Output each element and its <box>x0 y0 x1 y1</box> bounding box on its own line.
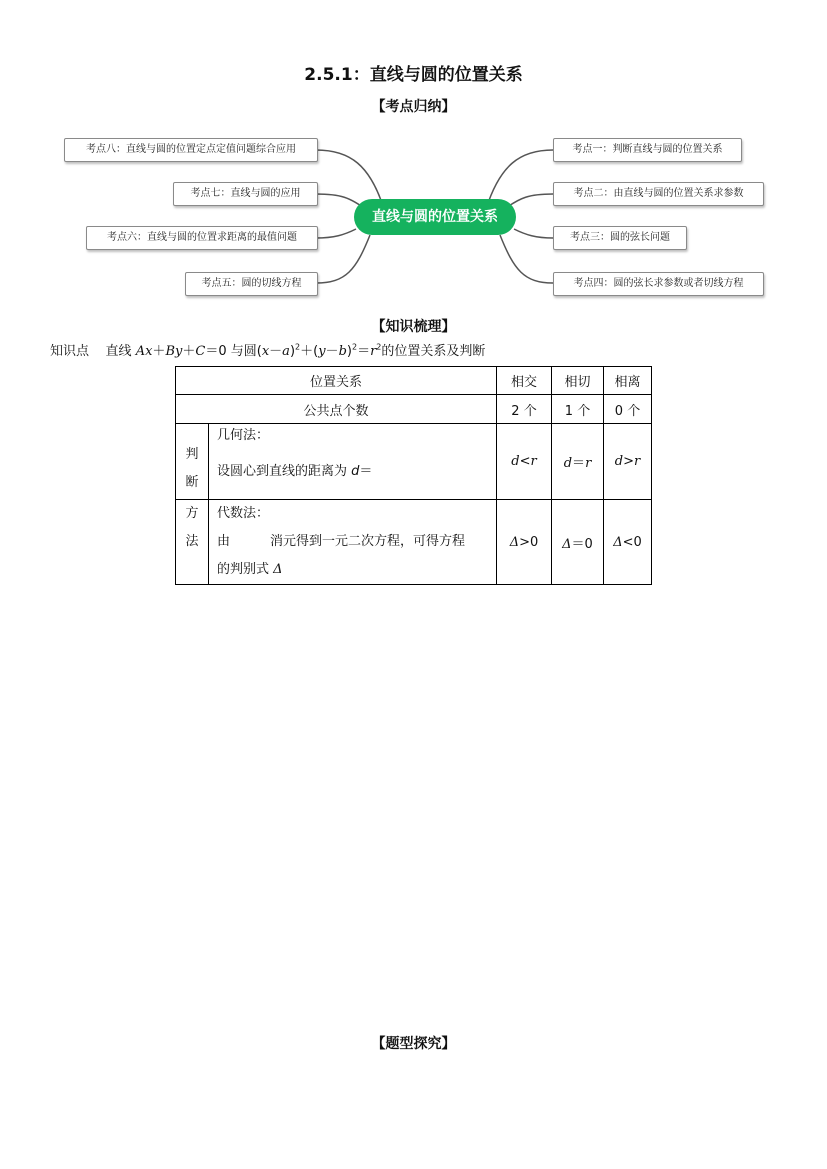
mind-map-node: 考点六：直线与圆的位置求距离的最值问题 <box>86 226 318 250</box>
cell-var: r <box>585 456 592 471</box>
judge-column-top <box>176 424 209 500</box>
kp-var: r <box>370 344 377 359</box>
algebraic-text: 消元得到一元二次方程，可得方程 <box>270 534 466 549</box>
algebraic-separate <box>604 500 652 585</box>
kp-var: y <box>318 344 326 359</box>
cell-var: d <box>511 454 520 469</box>
kp-text: － <box>269 344 283 359</box>
cell-var: d <box>614 454 624 469</box>
algebraic-line2 <box>217 528 496 556</box>
algebraic-line1: 代数法： <box>217 506 270 521</box>
geometric-intersect <box>497 424 552 500</box>
mind-map-node: 考点七：直线与圆的应用 <box>173 182 318 206</box>
header-separate: 相离 <box>604 367 652 395</box>
header-relation: 位置关系 <box>176 367 497 395</box>
common-points-tangent: 1 个 <box>552 395 604 424</box>
kp-exponent: 2 <box>295 342 301 352</box>
connector-right-4 <box>500 235 553 283</box>
section-heading-knowledge: 【知识梳理】 <box>371 319 456 335</box>
section-heading-summary: 【考点归纳】 <box>371 99 456 115</box>
kp-text: ＋ <box>152 344 166 359</box>
kp-var: x <box>145 344 153 359</box>
table-row <box>176 424 652 500</box>
kp-text: － <box>325 344 339 359</box>
kp-var: b <box>338 344 347 359</box>
judge-char: 方 <box>185 506 199 521</box>
knowledge-point-label: 知识点 <box>50 344 90 359</box>
geometric-text: 设圆心到直线的距离为 <box>217 464 352 479</box>
connector-right-3 <box>514 229 553 238</box>
geometric-separate <box>604 424 652 500</box>
cell-op: >0 <box>519 534 539 550</box>
geometric-var-d: d <box>351 464 360 479</box>
connector-left-4 <box>316 235 370 283</box>
algebraic-text: 的判别式 <box>217 562 274 577</box>
algebraic-method <box>209 500 497 585</box>
kp-exponent: 2 <box>376 342 382 352</box>
cell-var: r <box>530 454 537 469</box>
cell-op: ＝ <box>572 456 586 471</box>
common-points-separate: 0 个 <box>604 395 652 424</box>
cell-op: <0 <box>622 534 642 550</box>
mind-map-node: 考点五：圆的切线方程 <box>185 272 318 296</box>
cell-var: d <box>563 456 573 471</box>
section-heading-types: 【题型探究】 <box>371 1036 456 1052</box>
cell-op: ＝0 <box>571 536 593 552</box>
kp-text: ＝0 与圆( <box>205 344 262 359</box>
cell-var: Δ <box>509 534 520 550</box>
algebraic-tangent <box>552 500 604 585</box>
mind-map-node: 考点一：判断直线与圆的位置关系 <box>553 138 742 162</box>
geometric-method <box>209 424 497 500</box>
knowledge-point-line <box>50 340 485 359</box>
kp-text: ＝ <box>357 344 371 359</box>
judge-char: 断 <box>185 474 199 490</box>
geometric-line2 <box>217 458 496 486</box>
page-title: 2.5.1：直线与圆的位置关系 <box>304 65 523 85</box>
algebraic-line3 <box>217 556 496 584</box>
header-intersect: 相交 <box>497 367 552 395</box>
kp-text: 直线 <box>105 344 136 359</box>
kp-text: ＋( <box>300 344 319 359</box>
table-row <box>176 395 652 424</box>
kp-text: ) <box>289 344 296 359</box>
mind-map-node: 考点八：直线与圆的位置定点定值问题综合应用 <box>64 138 318 162</box>
mind-map-node: 考点四：圆的弦长求参数或者切线方程 <box>553 272 764 296</box>
connector-left-3 <box>316 229 356 238</box>
mind-map <box>0 125 827 305</box>
header-tangent: 相切 <box>552 367 604 395</box>
mind-map-node: 考点二：由直线与圆的位置关系求参数 <box>553 182 764 206</box>
kp-var: A <box>135 344 146 359</box>
geometric-line1: 几何法： <box>217 428 270 443</box>
common-points-label: 公共点个数 <box>176 395 497 424</box>
judge-char: 法 <box>185 534 199 549</box>
kp-text: ＋ <box>182 344 196 359</box>
delta-symbol: Δ <box>273 562 283 577</box>
algebraic-text: 由 <box>217 534 231 549</box>
kp-exponent: 2 <box>351 342 358 352</box>
kp-var: y <box>175 344 183 359</box>
kp-var: B <box>165 344 175 359</box>
relation-table <box>175 366 652 585</box>
judge-char: 判 <box>185 446 199 462</box>
cell-op: > <box>623 454 634 469</box>
kp-text: ) <box>346 344 352 359</box>
kp-var: x <box>261 344 270 359</box>
geometric-eq: ＝ <box>359 464 373 479</box>
common-points-intersect: 2 个 <box>497 395 552 424</box>
cell-var: r <box>634 454 641 469</box>
cell-var: Δ <box>613 534 623 550</box>
kp-text: 的位置关系及判断 <box>381 344 486 359</box>
cell-op: < <box>519 454 531 469</box>
table-row <box>176 367 652 395</box>
judge-column-bottom <box>176 500 209 585</box>
cell-var: Δ <box>562 536 572 552</box>
geometric-tangent <box>552 424 604 500</box>
kp-var: a <box>282 344 290 359</box>
table-row <box>176 500 652 585</box>
kp-var: C <box>195 344 206 359</box>
algebraic-intersect <box>497 500 552 585</box>
mind-map-node: 考点三：圆的弦长问题 <box>553 226 687 250</box>
mind-map-center: 直线与圆的位置关系 <box>354 199 516 235</box>
